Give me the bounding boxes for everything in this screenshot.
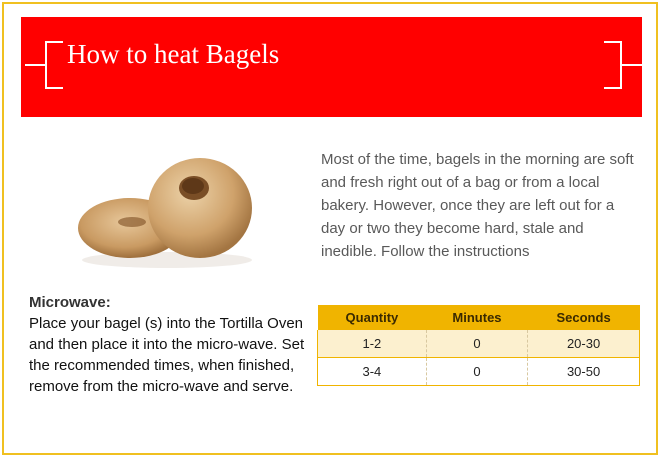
heating-times-table [317, 305, 640, 386]
cell-quantity: 3-4 [318, 358, 427, 386]
bagels-illustration [72, 130, 262, 270]
table-row [318, 358, 640, 386]
right-bracket-tick [622, 64, 642, 66]
intro-paragraph: Most of the time, bagels in the morning are soft and fresh right out of a bag or from a local bakery. However, once they are left out for a day or two they become hard, stale and inedible. Follow the instructions [321, 151, 634, 260]
cell-quantity: 1-2 [318, 330, 427, 358]
microwave-heading: Microwave: [29, 294, 111, 311]
col-header-seconds: Seconds [528, 305, 640, 330]
table-row [318, 330, 640, 358]
left-bracket-decoration [45, 41, 63, 89]
cell-minutes: 0 [426, 330, 527, 358]
page-title: How to heat Bagels [67, 39, 280, 69]
cell-seconds: 20-30 [528, 330, 640, 358]
microwave-instructions: Place your bagel (s) into the Tortilla Oven and then place it into the micro-wave. Set the recommended times, when finished, remove from the micro-wave and serve. [29, 315, 305, 395]
cell-minutes: 0 [426, 358, 527, 386]
col-header-minutes: Minutes [426, 305, 527, 330]
title-banner [21, 17, 642, 117]
col-header-quantity: Quantity [318, 305, 427, 330]
table-header-row [318, 305, 640, 330]
bagels-image [72, 130, 262, 270]
right-bracket-decoration [604, 41, 622, 89]
left-bracket-tick [25, 64, 45, 66]
microwave-section [29, 292, 314, 397]
cell-seconds: 30-50 [528, 358, 640, 386]
